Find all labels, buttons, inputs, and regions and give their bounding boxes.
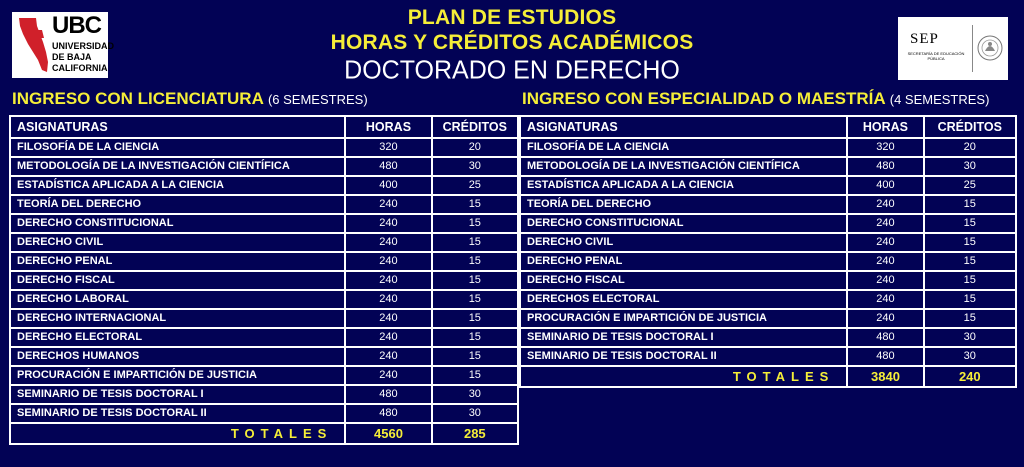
subject-cell: SEMINARIO DE TESIS DOCTORAL I [10, 385, 345, 404]
table-row [10, 290, 518, 309]
left-section-title [12, 89, 368, 109]
subject-cell: SEMINARIO DE TESIS DOCTORAL II [520, 347, 847, 366]
hours-cell: 240 [345, 252, 431, 271]
subject-cell: ESTADÍSTICA APLICADA A LA CIENCIA [520, 176, 847, 195]
credits-cell: 15 [924, 252, 1016, 271]
right-table-body [520, 116, 1016, 387]
totals-row [10, 423, 518, 444]
left-table-body [10, 116, 518, 444]
subject-cell: SEMINARIO DE TESIS DOCTORAL I [520, 328, 847, 347]
table-row [10, 176, 518, 195]
table-row [10, 366, 518, 385]
credits-cell: 15 [432, 328, 518, 347]
table-row [10, 309, 518, 328]
hours-cell: 240 [847, 271, 923, 290]
subject-cell: DERECHO PENAL [520, 252, 847, 271]
credits-cell: 15 [924, 309, 1016, 328]
header-hours: HORAS [847, 116, 923, 138]
hours-cell: 480 [847, 328, 923, 347]
hours-cell: 240 [847, 233, 923, 252]
subject-cell: DERECHO CIVIL [10, 233, 345, 252]
hours-cell: 240 [847, 195, 923, 214]
table-row [520, 176, 1016, 195]
totals-label: TOTALES [520, 366, 847, 387]
totals-row [520, 366, 1016, 387]
table-row [10, 385, 518, 404]
table-row [520, 252, 1016, 271]
credits-cell: 15 [432, 214, 518, 233]
credits-cell: 15 [432, 271, 518, 290]
subject-cell: METODOLOGÍA DE LA INVESTIGACIÓN CIENTÍFICA [520, 157, 847, 176]
table-row [520, 290, 1016, 309]
ubc-line-2: DE BAJA [52, 52, 92, 62]
credits-cell: 15 [924, 214, 1016, 233]
credits-cell: 15 [924, 271, 1016, 290]
left-subtitle-text: (6 SEMESTRES) [267, 92, 368, 107]
table-row [520, 138, 1016, 157]
header-credits: CRÉDITOS [924, 116, 1016, 138]
hours-cell: 240 [345, 233, 431, 252]
subject-cell: DERECHO CONSTITUCIONAL [10, 214, 345, 233]
sep-subtitle: SECRETARÍA DE EDUCACIÓN PÚBLICA [907, 51, 965, 61]
totals-label: TOTALES [10, 423, 345, 444]
hours-cell: 240 [345, 366, 431, 385]
title-plan: PLAN DE ESTUDIOS [407, 6, 617, 29]
ubc-acronym: UBC [52, 12, 101, 39]
hours-cell: 240 [847, 214, 923, 233]
credits-cell: 15 [432, 290, 518, 309]
totals-hours: 3840 [847, 366, 923, 387]
credits-cell: 15 [432, 233, 518, 252]
credits-cell: 30 [432, 404, 518, 423]
subject-cell: TEORÍA DEL DERECHO [520, 195, 847, 214]
credits-cell: 15 [924, 290, 1016, 309]
credits-cell: 15 [432, 195, 518, 214]
credits-cell: 30 [924, 157, 1016, 176]
table-row [520, 347, 1016, 366]
subject-cell: TEORÍA DEL DERECHO [10, 195, 345, 214]
header-credits: CRÉDITOS [432, 116, 518, 138]
header-hours: HORAS [345, 116, 431, 138]
hours-cell: 240 [345, 195, 431, 214]
credits-cell: 30 [924, 328, 1016, 347]
credits-cell: 20 [432, 138, 518, 157]
subject-cell: DERECHO ELECTORAL [10, 328, 345, 347]
hours-cell: 240 [847, 252, 923, 271]
hours-cell: 320 [345, 138, 431, 157]
title-hours-credits: HORAS Y CRÉDITOS ACADÉMICOS [330, 31, 694, 54]
table-row [10, 404, 518, 423]
subject-cell: DERECHO CIVIL [520, 233, 847, 252]
hours-cell: 480 [345, 157, 431, 176]
credits-cell: 15 [924, 233, 1016, 252]
subject-cell: SEMINARIO DE TESIS DOCTORAL II [10, 404, 345, 423]
table-row [10, 347, 518, 366]
subject-cell: ESTADÍSTICA APLICADA A LA CIENCIA [10, 176, 345, 195]
hours-cell: 240 [345, 214, 431, 233]
table-row [10, 233, 518, 252]
subject-cell: FILOSOFÍA DE LA CIENCIA [10, 138, 345, 157]
table-header-row [10, 116, 518, 138]
sep-divider [972, 25, 973, 72]
right-title-text: INGRESO CON ESPECIALIDAD O MAESTRÍA [522, 89, 886, 108]
table-row [520, 214, 1016, 233]
totals-hours: 4560 [345, 423, 431, 444]
hours-cell: 240 [345, 309, 431, 328]
credits-cell: 30 [432, 385, 518, 404]
credits-cell: 15 [432, 309, 518, 328]
ubc-line-1: UNIVERSIDAD [52, 41, 115, 51]
credits-cell: 20 [924, 138, 1016, 157]
table-row [520, 309, 1016, 328]
subject-cell: DERECHO PENAL [10, 252, 345, 271]
subject-cell: PROCURACIÓN E IMPARTICIÓN DE JUSTICIA [10, 366, 345, 385]
credits-cell: 15 [432, 347, 518, 366]
table-row [10, 271, 518, 290]
hours-cell: 320 [847, 138, 923, 157]
hours-cell: 400 [847, 176, 923, 195]
hours-cell: 240 [345, 347, 431, 366]
subject-cell: FILOSOFÍA DE LA CIENCIA [520, 138, 847, 157]
subject-cell: DERECHO FISCAL [520, 271, 847, 290]
subject-cell: DERECHOS HUMANOS [10, 347, 345, 366]
table-row [520, 195, 1016, 214]
table-row [10, 157, 518, 176]
table-row [520, 157, 1016, 176]
table-row [10, 252, 518, 271]
subject-cell: DERECHO FISCAL [10, 271, 345, 290]
left-study-plan-table [9, 115, 519, 445]
ubc-line-3: CALIFORNIA [52, 63, 108, 73]
hours-cell: 240 [847, 290, 923, 309]
totals-credits: 285 [432, 423, 518, 444]
subject-cell: METODOLOGÍA DE LA INVESTIGACIÓN CIENTÍFICA [10, 157, 345, 176]
sep-logo [898, 17, 1008, 80]
hours-cell: 240 [345, 290, 431, 309]
right-subtitle-text: (4 SEMESTRES) [889, 92, 990, 107]
table-header-row [520, 116, 1016, 138]
table-row [520, 271, 1016, 290]
right-study-plan-table [519, 115, 1017, 388]
hours-cell: 480 [847, 157, 923, 176]
left-title-text: INGRESO CON LICENCIATURA [12, 89, 264, 108]
table-row [10, 138, 518, 157]
totals-credits: 240 [924, 366, 1016, 387]
table-row [10, 195, 518, 214]
header-subject: ASIGNATURAS [10, 116, 345, 138]
table-row [10, 214, 518, 233]
hours-cell: 480 [345, 385, 431, 404]
hours-cell: 240 [345, 271, 431, 290]
credits-cell: 25 [924, 176, 1016, 195]
hours-cell: 480 [345, 404, 431, 423]
subject-cell: DERECHOS ELECTORAL [520, 290, 847, 309]
credits-cell: 30 [924, 347, 1016, 366]
sep-acronym: SEP [910, 31, 939, 47]
credits-cell: 15 [924, 195, 1016, 214]
right-section-title [522, 89, 989, 109]
page-header [0, 0, 1024, 90]
title-program: DOCTORADO EN DERECHO [344, 55, 680, 85]
hours-cell: 240 [847, 309, 923, 328]
subject-cell: PROCURACIÓN E IMPARTICIÓN DE JUSTICIA [520, 309, 847, 328]
credits-cell: 30 [432, 157, 518, 176]
hours-cell: 480 [847, 347, 923, 366]
national-seal-icon [976, 29, 1004, 67]
hours-cell: 400 [345, 176, 431, 195]
table-row [520, 233, 1016, 252]
table-row [10, 328, 518, 347]
subject-cell: DERECHO LABORAL [10, 290, 345, 309]
credits-cell: 15 [432, 252, 518, 271]
subject-cell: DERECHO INTERNACIONAL [10, 309, 345, 328]
hours-cell: 240 [345, 328, 431, 347]
credits-cell: 25 [432, 176, 518, 195]
subject-cell: DERECHO CONSTITUCIONAL [520, 214, 847, 233]
credits-cell: 15 [432, 366, 518, 385]
header-subject: ASIGNATURAS [520, 116, 847, 138]
table-row [520, 328, 1016, 347]
